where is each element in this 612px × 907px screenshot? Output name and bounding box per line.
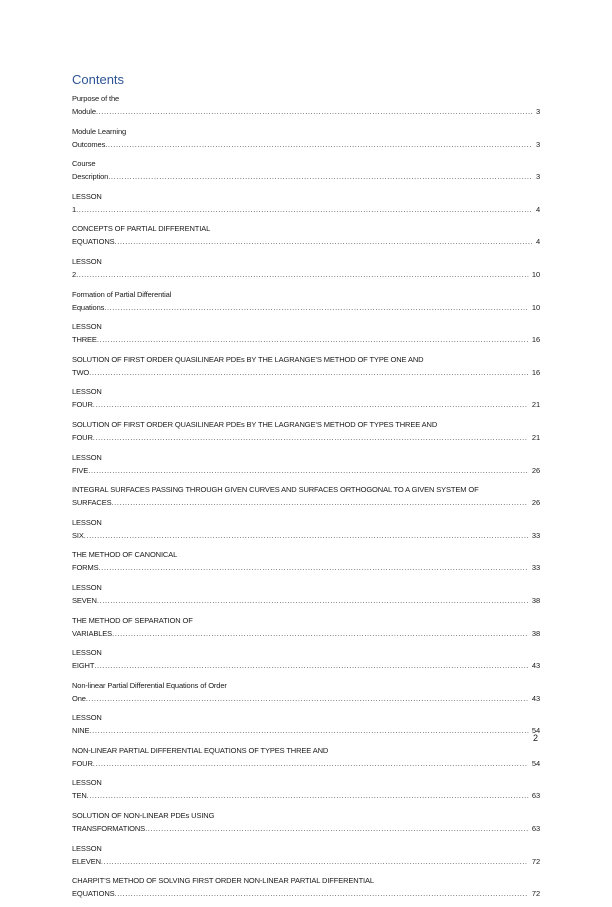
dot-leader: .................................................................................................................................................................. bbox=[92, 400, 528, 410]
toc-entry-title: CONCEPTS OF PARTIAL DIFFERENTIAL EQUATIONS bbox=[72, 224, 210, 247]
toc-entry-page: 33 bbox=[531, 530, 540, 540]
toc-entry-title: Module Learning Outcomes bbox=[72, 126, 127, 149]
dot-leader: ................................................................................................................................................................. bbox=[96, 595, 529, 605]
toc-entry-title: SOLUTION OF FIRST ORDER QUASILINEAR PDEs BY THE LAGRANGE’S METHOD OF TYPE ONE AND TWO bbox=[72, 354, 424, 377]
toc-entry-title: SOLUTION OF NON-LINEAR PDEs USING TRANSFORMATIONS bbox=[72, 811, 215, 834]
toc-entry-title: Formation of Partial Differential Equations bbox=[72, 289, 172, 312]
dot-leader: ............................................................................................................................................................... bbox=[105, 139, 532, 149]
toc-entry[interactable] bbox=[72, 320, 540, 346]
toc-entry[interactable] bbox=[72, 646, 540, 672]
dot-leader: .................................................................................................................................................................. bbox=[94, 661, 530, 671]
dot-leader: .................................................................................................................................................................. bbox=[92, 432, 528, 442]
dot-leader: ............................................................................................................................................... bbox=[145, 824, 529, 834]
toc-entry[interactable] bbox=[72, 548, 540, 574]
toc-entry-page: 10 bbox=[531, 269, 540, 279]
toc-entry[interactable] bbox=[72, 418, 540, 444]
dot-leader: .................................................................................................................................................................... bbox=[89, 367, 530, 377]
toc-entry-title: NON-LINEAR PARTIAL DIFFERENTIAL EQUATIONS OF TYPES THREE AND FOUR bbox=[72, 745, 329, 768]
toc-entry[interactable] bbox=[72, 679, 540, 705]
toc-entry-page: 26 bbox=[531, 465, 540, 475]
toc-entry[interactable] bbox=[72, 125, 540, 151]
toc-entry-page: 63 bbox=[531, 791, 540, 801]
toc-entry-title: SOLUTION OF FIRST ORDER QUASILINEAR PDEs BY THE LAGRANGE’S METHOD OF TYPES THREE AND FOUR bbox=[72, 419, 438, 442]
toc-entry[interactable] bbox=[72, 222, 540, 248]
toc-entry[interactable] bbox=[72, 385, 540, 411]
toc-entry-page: 3 bbox=[535, 139, 540, 149]
dot-leader: .................................................................................................................................................................... bbox=[89, 726, 530, 736]
toc-entry-page: 54 bbox=[531, 726, 540, 736]
toc-entry-page: 16 bbox=[531, 335, 540, 345]
toc-entry-title: LESSON TEN bbox=[72, 778, 102, 801]
toc-entry-page: 4 bbox=[535, 237, 540, 247]
toc-entry-page: 16 bbox=[531, 367, 540, 377]
dot-leader: .............................................................................................................................................................. bbox=[104, 302, 529, 312]
toc-entry-page: 72 bbox=[531, 889, 540, 899]
toc-entry-page: 26 bbox=[531, 498, 540, 508]
dot-leader: ..................................................................................................................................................................... bbox=[86, 791, 530, 801]
toc-entry-page: 3 bbox=[535, 107, 540, 116]
page-number: 2 bbox=[533, 733, 539, 743]
toc-entry-page: 4 bbox=[535, 204, 540, 214]
dot-leader: ............................................................................................................................................................... bbox=[100, 856, 528, 866]
toc-entry[interactable] bbox=[72, 483, 540, 509]
toc-entry[interactable] bbox=[72, 190, 540, 216]
toc-entry[interactable] bbox=[72, 516, 540, 542]
toc-entry[interactable] bbox=[72, 842, 540, 868]
toc-entry[interactable] bbox=[72, 744, 540, 770]
toc-entry-page: 43 bbox=[531, 661, 540, 671]
toc-entry-title: LESSON 2 bbox=[72, 256, 102, 279]
toc-entry[interactable] bbox=[72, 92, 540, 118]
toc-entry[interactable] bbox=[72, 288, 540, 314]
toc-entry[interactable] bbox=[72, 776, 540, 802]
toc-entry-title: LESSON FIVE bbox=[72, 452, 102, 475]
dot-leader: ............................................................................................................................................................ bbox=[114, 237, 534, 247]
toc-entry-title: Non-linear Partial Differential Equations of Order One bbox=[72, 680, 227, 703]
dot-leader: ........................................................................................................................................................... bbox=[112, 628, 529, 638]
dot-leader: ................................................................................................................................................................ bbox=[98, 563, 528, 573]
toc-entry-page: 21 bbox=[531, 400, 540, 410]
toc-entry-title: LESSON SIX bbox=[72, 517, 102, 540]
toc-entry-page: 10 bbox=[531, 302, 540, 312]
toc-entry-page: 72 bbox=[531, 856, 540, 866]
toc-entry-page: 3 bbox=[535, 172, 540, 182]
toc-entry-title: INTEGRAL SURFACES PASSING THROUGH GIVEN CURVES AND SURFACES ORTHOGONAL TO A GIVEN SYSTEM OF SURFACES bbox=[72, 485, 479, 508]
toc-entry-title: THE METHOD OF SEPARATION OF VARIABLES bbox=[72, 615, 193, 638]
toc-heading: Contents bbox=[72, 72, 125, 87]
toc-entry[interactable] bbox=[72, 614, 540, 640]
dot-leader: ...................................................................................................................................................................... bbox=[83, 530, 530, 540]
toc-entry-page: 38 bbox=[531, 628, 540, 638]
toc-entry[interactable] bbox=[72, 711, 540, 737]
toc-entry-title: Purpose of the Module bbox=[72, 94, 120, 116]
toc-entry-title: LESSON EIGHT bbox=[72, 648, 102, 671]
toc-entry[interactable] bbox=[72, 451, 540, 477]
toc-entry-title: LESSON NINE bbox=[72, 713, 102, 736]
toc-entry-title: Course Description bbox=[72, 159, 109, 182]
toc-entry-title: CHARPIT’S METHOD OF SOLVING FIRST ORDER NON-LINEAR PARTIAL DIFFERENTIAL EQUATIONS bbox=[72, 876, 374, 899]
toc-entry-title: THE METHOD OF CANONICAL FORMS bbox=[72, 550, 177, 573]
toc-entry-title: LESSON THREE bbox=[72, 322, 102, 345]
toc-entry[interactable] bbox=[72, 255, 540, 281]
toc-entry[interactable] bbox=[72, 353, 540, 379]
toc-entry[interactable] bbox=[72, 809, 540, 835]
toc-entry-page: 63 bbox=[531, 824, 540, 834]
toc-entry[interactable] bbox=[72, 874, 540, 900]
dot-leader: ..................................................................................................................................................................... bbox=[85, 693, 529, 703]
dot-leader: .......................................................................................................................................................... bbox=[114, 889, 528, 899]
dot-leader: .................................................................................................................................................................. bbox=[92, 758, 528, 768]
toc-entry[interactable] bbox=[72, 157, 540, 183]
toc-entry[interactable] bbox=[72, 581, 540, 607]
dot-leader: ................................................................................................................................................................. bbox=[96, 335, 529, 345]
dot-leader: ........................................................................................................................................................... bbox=[111, 498, 528, 508]
dot-leader: .................................................................................................................................................................... bbox=[88, 465, 529, 475]
table-of-contents bbox=[72, 92, 540, 907]
toc-entry-title: LESSON FOUR bbox=[72, 387, 102, 410]
dot-leader: .............................................................................................................................................................. bbox=[108, 172, 533, 182]
toc-entry-title: LESSON 1 bbox=[72, 191, 102, 214]
toc-entry-page: 54 bbox=[531, 758, 540, 768]
toc-entry-page: 33 bbox=[531, 563, 540, 573]
toc-entry-title: LESSON ELEVEN bbox=[72, 843, 102, 866]
toc-entry-page: 21 bbox=[531, 432, 540, 442]
toc-entry-page: 38 bbox=[531, 595, 540, 605]
dot-leader: ................................................................................................................................................................... bbox=[95, 107, 534, 116]
dot-leader: .......................................................................................................................................................................... bbox=[76, 204, 533, 214]
toc-entry-title: LESSON SEVEN bbox=[72, 582, 102, 605]
toc-entry-page: 43 bbox=[531, 693, 540, 703]
dot-leader: ......................................................................................................................................................................... bbox=[76, 269, 530, 279]
